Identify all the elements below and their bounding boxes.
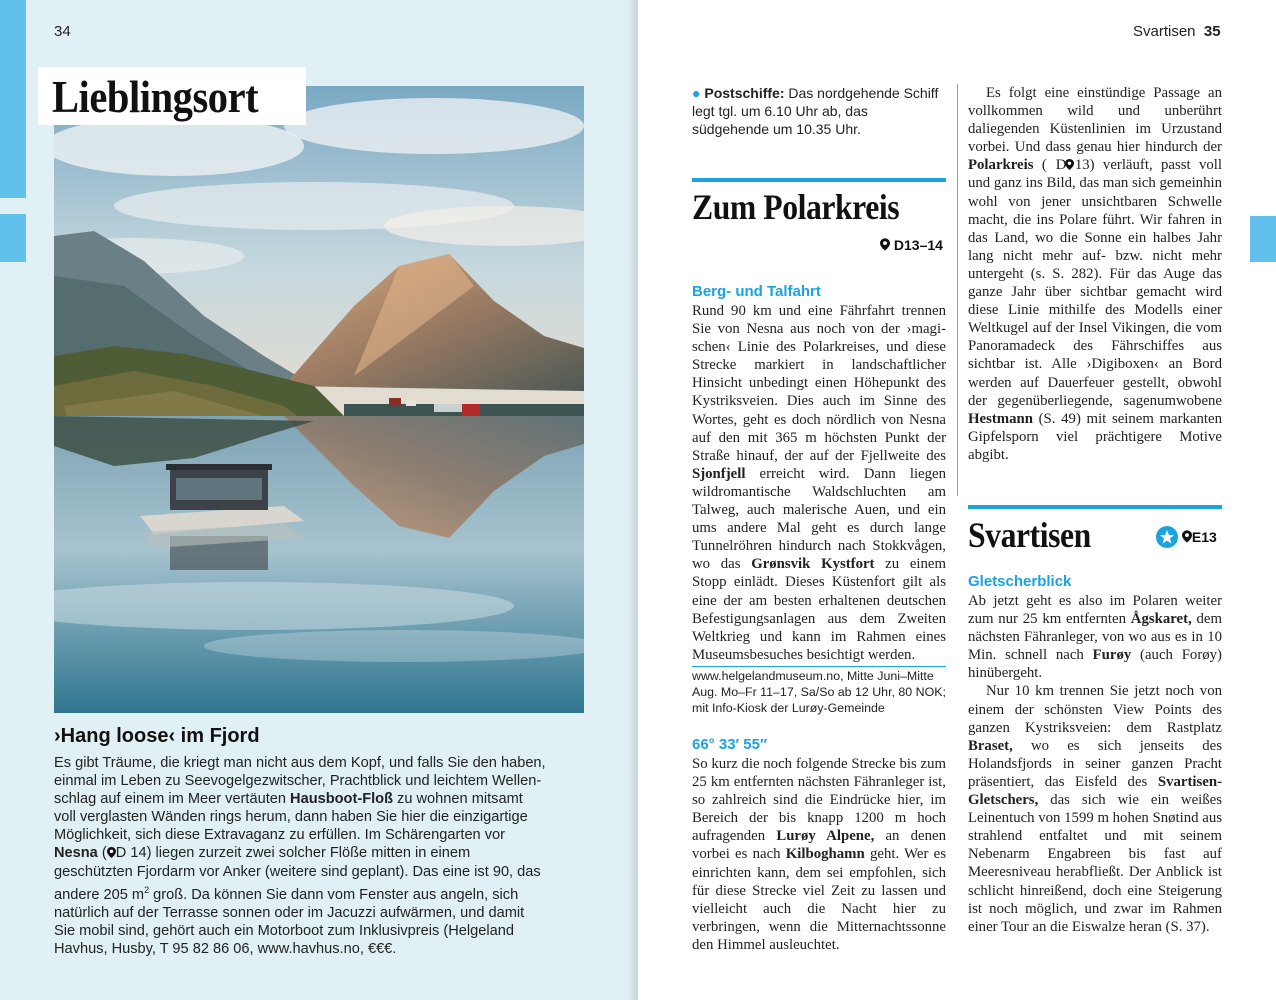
svartisen-paragraph-2 [968, 682, 1222, 935]
map-ref-text: D 13 [1055, 157, 1090, 174]
box-heading: ›Hang loose‹ im Fjord [54, 725, 260, 747]
box-text-bold: Nesna [54, 845, 98, 862]
text-part: (auch Forøy) hinübergeht. [968, 647, 1222, 682]
map-ref-text: E13 [1191, 529, 1217, 545]
text-part: an denen vorbei es nach [692, 828, 946, 863]
page-number-right: 35 [1203, 23, 1221, 40]
text-part: So kurz die noch folgende Strecke bis zum 25 km entfernten nächsten Fähranleger ist, so zahlreich sind die Eindrücke hier, im Bereich der bis knapp 1200 m hoch aufragenden [692, 756, 946, 845]
section-rule [692, 178, 946, 182]
text-part: erreicht wird. Dann liegen wildromantische Waldschluchten am Talweg, auch malerische Auen, und ein ums andere Mal geht es durch lange Tunnelröhren hindurch nach Stokkvågen, wo das [692, 465, 946, 573]
text-bold: Grønsvik Kystfort [751, 556, 875, 573]
postschiffe-note [692, 84, 946, 138]
section-rule [968, 505, 1222, 509]
text-part: zu einem Stopp einlädt. Dieses Küstenfort gilt als eine der am besten erhaltenen deutschen Befestigungsanlagen aus dem Zweiten Weltkrieg und kann im Rahmen eines Museumsbesuches besichtigt werden. [692, 556, 946, 663]
box-map-ref: D 14 [115, 845, 147, 862]
thumb-tab-left [0, 0, 26, 198]
text-part: Rund 90 km und eine Fährfahrt trennen Sie von Nesna aus noch von der ›magischen‹ Linie des Polarkreises, und diese Strecke markiert in landschaftlicher Hinsicht unbedingt einen Höhepunkt des Kystriksveien. Dies auch im Sinne des Wortes, geht es doch nördlich von Nesna auf den mit 365 m höchsten Punkt der Straße hinauf, der auf der Fjellweite des [692, 303, 946, 464]
box-text [54, 754, 548, 958]
thumb-tab-left-2 [0, 214, 26, 262]
svartisen-paragraph-1 [968, 592, 1222, 682]
text-bold: Sjonfjell [692, 465, 746, 482]
text-part: Es folgt eine einstündige Passage an vollkommen wild und unberührt daliegenden Küstenlinien im Urzustand vorbei. Und dass genau hier hindurch der [968, 85, 1222, 156]
map-pin-icon [1047, 157, 1056, 168]
running-head [1133, 23, 1221, 40]
box-text-part: groß. Da können Sie dann vom Fenster aus angeln, sich natürlich auf der Terrasse sonnen oder im Jacuzzi aufwärmen, und damit Sie mobil sind, gehört auch ein Motorboot zum Inklusivpreis (Helgeland Havhus, Husby, T 95 82 86 06, www.havhus.no, €€€. [54, 886, 525, 957]
postschiffe-text: Das nordgehende Schiff legt tgl. um 6.10 Uhr ab, das südgehende um 10.35 Uhr. [692, 85, 939, 138]
text-bold: Svartisen-Gletschers, [968, 773, 1222, 809]
section-title-svartisen: Svartisen [968, 515, 1091, 555]
section-title-polarkreis: Zum Polarkreis [692, 187, 900, 227]
text-part: das sich wie ein weißes Leinentuch von 1599 m hohen Snøtind aus strahlend entfaltet und mit seinem Nebenarm Engabreen bis fast auf Meeresniveau herabfließt. Der Anblick ist schlicht hinreißend, doch eine Steigerung ist noch möglich, und zwar im Rahmen einer Tour an die Eiswalze heran (S. 37). [968, 792, 1222, 935]
box-text-part: ) liegen zurzeit zwei solcher Flöße mitten in einem geschützten Fjordarm vor Anker (weitere sind geplant). Das eine ist 90, das andere 205 m [54, 845, 541, 903]
text-bold: Braset, [968, 737, 1013, 754]
text-part: ( [1033, 157, 1047, 174]
text-part: geht. Wer es einrichten kann, dem sei empfohlen, sich für diese Strecke viel Zeit zu lassen und vielleicht auch die Nacht hier zu verbringen, wenn die Mitternachtssonne den Himmel ausleuchtet. [692, 846, 946, 953]
box-text-part: Es gibt Träume, die kriegt man nicht aus dem Kopf, und falls Sie den haben, einmal im Leben zu Seevogelgezwitscher, Prachtblick und leichtem Wellenschlag auf einem im Meer vertäuten [54, 755, 546, 808]
text-part: (S. 49) mit seinem markanten Gipfelsporn viel prächtigere Motive abgibt. [968, 410, 1222, 463]
text-part: ) verläuft, passt voll und ganz ins Bild, das man sich gemeinhin wohl von jener unsichtbaren Schwelle macht, die ins Polare führt. Wir fahren in das Land, wo die Sonne ein halbes Jahr lang nicht mehr auf- bzw. nicht mehr untergeht (s. S. 282). Für das Auge das ganze Jahr über sichtbar gemacht wird diese Linie mithilfe des Modells einer Weltkugel auf der Insel Vikingen, die vom Panoramadeck des Fährschiffes aus sichtbar ist. Alle ›Digiboxen‹ an Bord werden auf Dauerfeuer gestellt, obwohl der gegenüberliegende, sagenumwobene [968, 157, 1222, 409]
text-part: wo es sich jenseits des Holandsfjords in seiner ganzen Pracht präsentiert, das Eisfeld des [968, 737, 1222, 790]
bullet-icon: ● [692, 85, 701, 101]
box-sup: 2 [144, 884, 150, 895]
map-ref-svartisen [1156, 526, 1217, 548]
text-part: Nur 10 km trennen Sie jetzt noch von einem der schönsten View Points des ganzen Kystriksveien: dem Rastplatz [968, 683, 1222, 736]
polarkreis-paragraph-2 [692, 755, 946, 954]
svartisen-paragraphs [968, 592, 1222, 936]
museum-info: www.helgelandmuseum.no, Mitte Juni–Mitte Aug. Mo–Fr 11–17, Sa/So ab 12 Uhr, 80 NOK; mit Info-Kiosk der Lurøy-Gemeinde [692, 666, 946, 716]
fjord-photo [54, 86, 584, 713]
column-divider [957, 84, 958, 496]
text-bold: Polarkreis [968, 157, 1034, 174]
box-text-part: ( [97, 845, 107, 862]
polarkreis-paragraph-1 [692, 302, 946, 664]
fjord-photo-illustration [54, 86, 584, 713]
page-title: Lieblingsort [52, 71, 259, 122]
page-number-left: 34 [54, 23, 71, 40]
map-ref-text: D13–14 [893, 237, 943, 253]
text-bold: Kilboghamn [785, 846, 865, 863]
star-badge-icon [1156, 526, 1178, 548]
text-bold: Ågskaret, [1130, 611, 1192, 628]
subheading-berg: Berg- und Talfahrt [692, 283, 821, 300]
map-pin-icon [880, 238, 890, 251]
text-part: Ab jetzt geht es also im Polaren weiter zum nur 25 km entfernten [968, 593, 1222, 628]
map-ref-polarkreis [880, 237, 943, 253]
box-text-part: zu wohnen mitsamt voll verglasten Wänden rings herum, dann haben Sie hier die einzigartige Möglichkeit, sich diese Extravaganz zu erfüllen. Im Schärengarten vor [54, 791, 528, 844]
running-head-text: Svartisen [1133, 23, 1196, 40]
text-bold: Lurøy Alpene, [776, 828, 875, 845]
text-bold: Furøy [1092, 647, 1132, 664]
text-bold: Hestmann [968, 410, 1033, 427]
text-part: dem nächsten Fähranleger, von wo aus es in 10 Min. schnell nach [968, 611, 1222, 664]
box-text-bold: Hausboot-Floß [290, 791, 393, 808]
thumb-tab-right [1250, 216, 1276, 262]
map-pin-icon [107, 845, 116, 856]
postschiffe-label: Postschiffe: [704, 85, 785, 101]
subheading-gletscherblick: Gletscherblick [968, 573, 1072, 590]
map-pin-icon [1182, 530, 1192, 543]
subheading-coordinates: 66° 33′ 55″ [692, 736, 768, 753]
col3-paragraph [968, 84, 1222, 464]
